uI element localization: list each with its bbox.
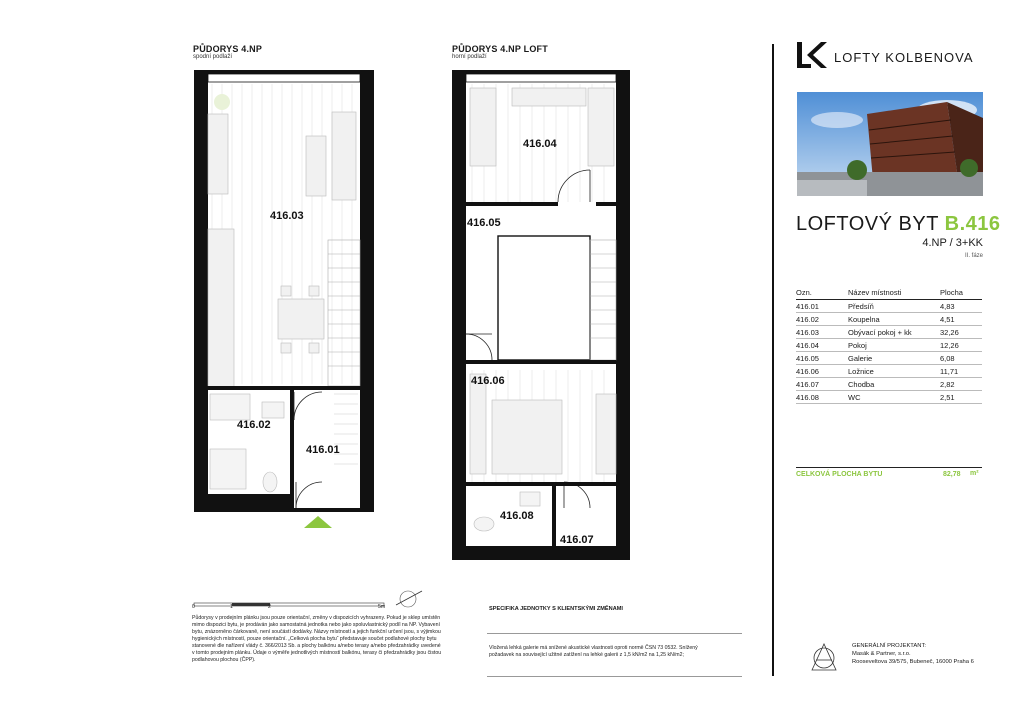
total-value: 82,78 [943, 471, 961, 478]
cell-name: Chodba [848, 378, 940, 391]
logo-text: LOFTY KOLBENOVA [834, 50, 974, 65]
cell-name: Předsíň [848, 300, 940, 313]
room-label-416-05: 416.05 [467, 217, 501, 229]
room-label-416-06: 416.06 [471, 375, 505, 387]
building-render-image [797, 92, 983, 196]
scale-tick-5: 5m [378, 604, 386, 610]
scale-tick-2: 2 [268, 604, 271, 610]
table-row [796, 365, 982, 378]
col-header-code: Ozn. [796, 287, 848, 300]
cell-code: 416.05 [796, 352, 848, 365]
unit-code: B.416 [944, 213, 1001, 235]
table-row [796, 352, 982, 365]
cell-code: 416.04 [796, 339, 848, 352]
spec-title: SPECIFIKA JEDNOTKY S KLIENTSKÝMI ZMĚNAMI [489, 606, 623, 612]
cell-code: 416.03 [796, 326, 848, 339]
col-header-area: Plocha [940, 287, 982, 300]
room-label-416-08: 416.08 [500, 510, 534, 522]
cell-code: 416.07 [796, 378, 848, 391]
lower-plan-title: PŮDORYS 4.NP [193, 44, 263, 54]
room-table [796, 287, 982, 404]
cell-name: WC [848, 391, 940, 404]
table-row [796, 391, 982, 404]
cell-area: 2,51 [940, 391, 982, 404]
panel-divider [772, 44, 774, 676]
cell-area: 12,26 [940, 339, 982, 352]
cell-area: 6,08 [940, 352, 982, 365]
room-label-416-04: 416.04 [523, 138, 557, 150]
unit-title-prefix: LOFTOVÝ BYT [796, 213, 945, 235]
total-divider [796, 467, 982, 468]
scale-tick-0: 0 [192, 604, 195, 610]
room-label-416-07: 416.07 [560, 534, 594, 546]
room-label-416-03: 416.03 [270, 210, 304, 222]
table-row [796, 339, 982, 352]
cell-area: 32,26 [940, 326, 982, 339]
designer-title: GENERÁLNÍ PROJEKTANT: [852, 643, 926, 649]
cell-code: 416.02 [796, 313, 848, 326]
cell-name: Pokoj [848, 339, 940, 352]
spec-text: Vložená lehká galerie má snížené akustické vlastnosti oproti normě ČSN 73 0532. Snížený požadavek na související užitné zatížení na lehké galerii z 1,5 kN/m2 na 1,25 kN/m2; [489, 645, 698, 658]
cell-code: 416.08 [796, 391, 848, 404]
upper-plan-subtitle: horní podlaží [452, 54, 487, 60]
total-label: CELKOVÁ PLOCHA BYTU [796, 471, 883, 478]
table-row [796, 300, 982, 313]
lower-plan-subtitle: spodní podlaží [193, 54, 233, 60]
total-unit: m² [970, 470, 979, 477]
unit-floor-layout: 4.NP / 3+KK [922, 237, 983, 249]
unit-phase: II. fáze [964, 253, 983, 259]
cell-area: 4,51 [940, 313, 982, 326]
table-row [796, 326, 982, 339]
scale-tick-1: 1 [230, 604, 233, 610]
cell-name: Galerie [848, 352, 940, 365]
cell-name: Ložnice [848, 365, 940, 378]
designer-logo-icon [808, 640, 840, 676]
cell-area: 2,82 [940, 378, 982, 391]
cell-name: Koupelna [848, 313, 940, 326]
unit-title [796, 213, 1001, 236]
table-row [796, 313, 982, 326]
table-row [796, 378, 982, 391]
room-label-416-01: 416.01 [306, 444, 340, 456]
spec-divider [487, 633, 742, 634]
scale-bar [190, 585, 440, 615]
cell-code: 416.01 [796, 300, 848, 313]
cell-code: 416.06 [796, 365, 848, 378]
upper-plan-title: PŮDORYS 4.NP LOFT [452, 44, 548, 54]
disclaimer-text: Půdorysy v prodejním plánku jsou pouze orientační, změny v dispozicích vyhrazeny. Pokud je sklep umístěn mimo dispozici bytu, je prodáván jako samostatná jednotka nebo jako spoluvlastnický podíl na NP. Vybavení bytu, znázorněno čárkovaně, není součástí dodávky. Názvy místností a jejich funkční určení jsou, s výjimkou hygienických místností, pouze orientační. „Celková plocha bytu“ představuje součet podlahové plochy bytu stanovené dle nařízení vlády č. 366/2013 Sb. a plochy balkónu a/nebo terasy a/nebo předzahrádky uvedené v tomto prodejním plánku. Údaje o výměře jednotlivých místností balkónu, terasy či předzahrádky jsou čistou podlahovou plochou (ČPP). [192, 615, 442, 663]
lofty-logo-icon [797, 42, 827, 70]
cell-name: Obývací pokoj + kk [848, 326, 940, 339]
room-label-416-02: 416.02 [237, 419, 271, 431]
col-header-name: Název místnosti [848, 287, 940, 300]
designer-address: Rooseveltova 39/575, Bubeneč, 16000 Praha 6 [852, 659, 974, 665]
designer-name: Masák & Partner, s.r.o. [852, 651, 911, 657]
lower-floor-plan [188, 64, 378, 536]
cell-area: 11,71 [940, 365, 982, 378]
spec-divider-bottom [487, 676, 742, 677]
cell-area: 4,83 [940, 300, 982, 313]
